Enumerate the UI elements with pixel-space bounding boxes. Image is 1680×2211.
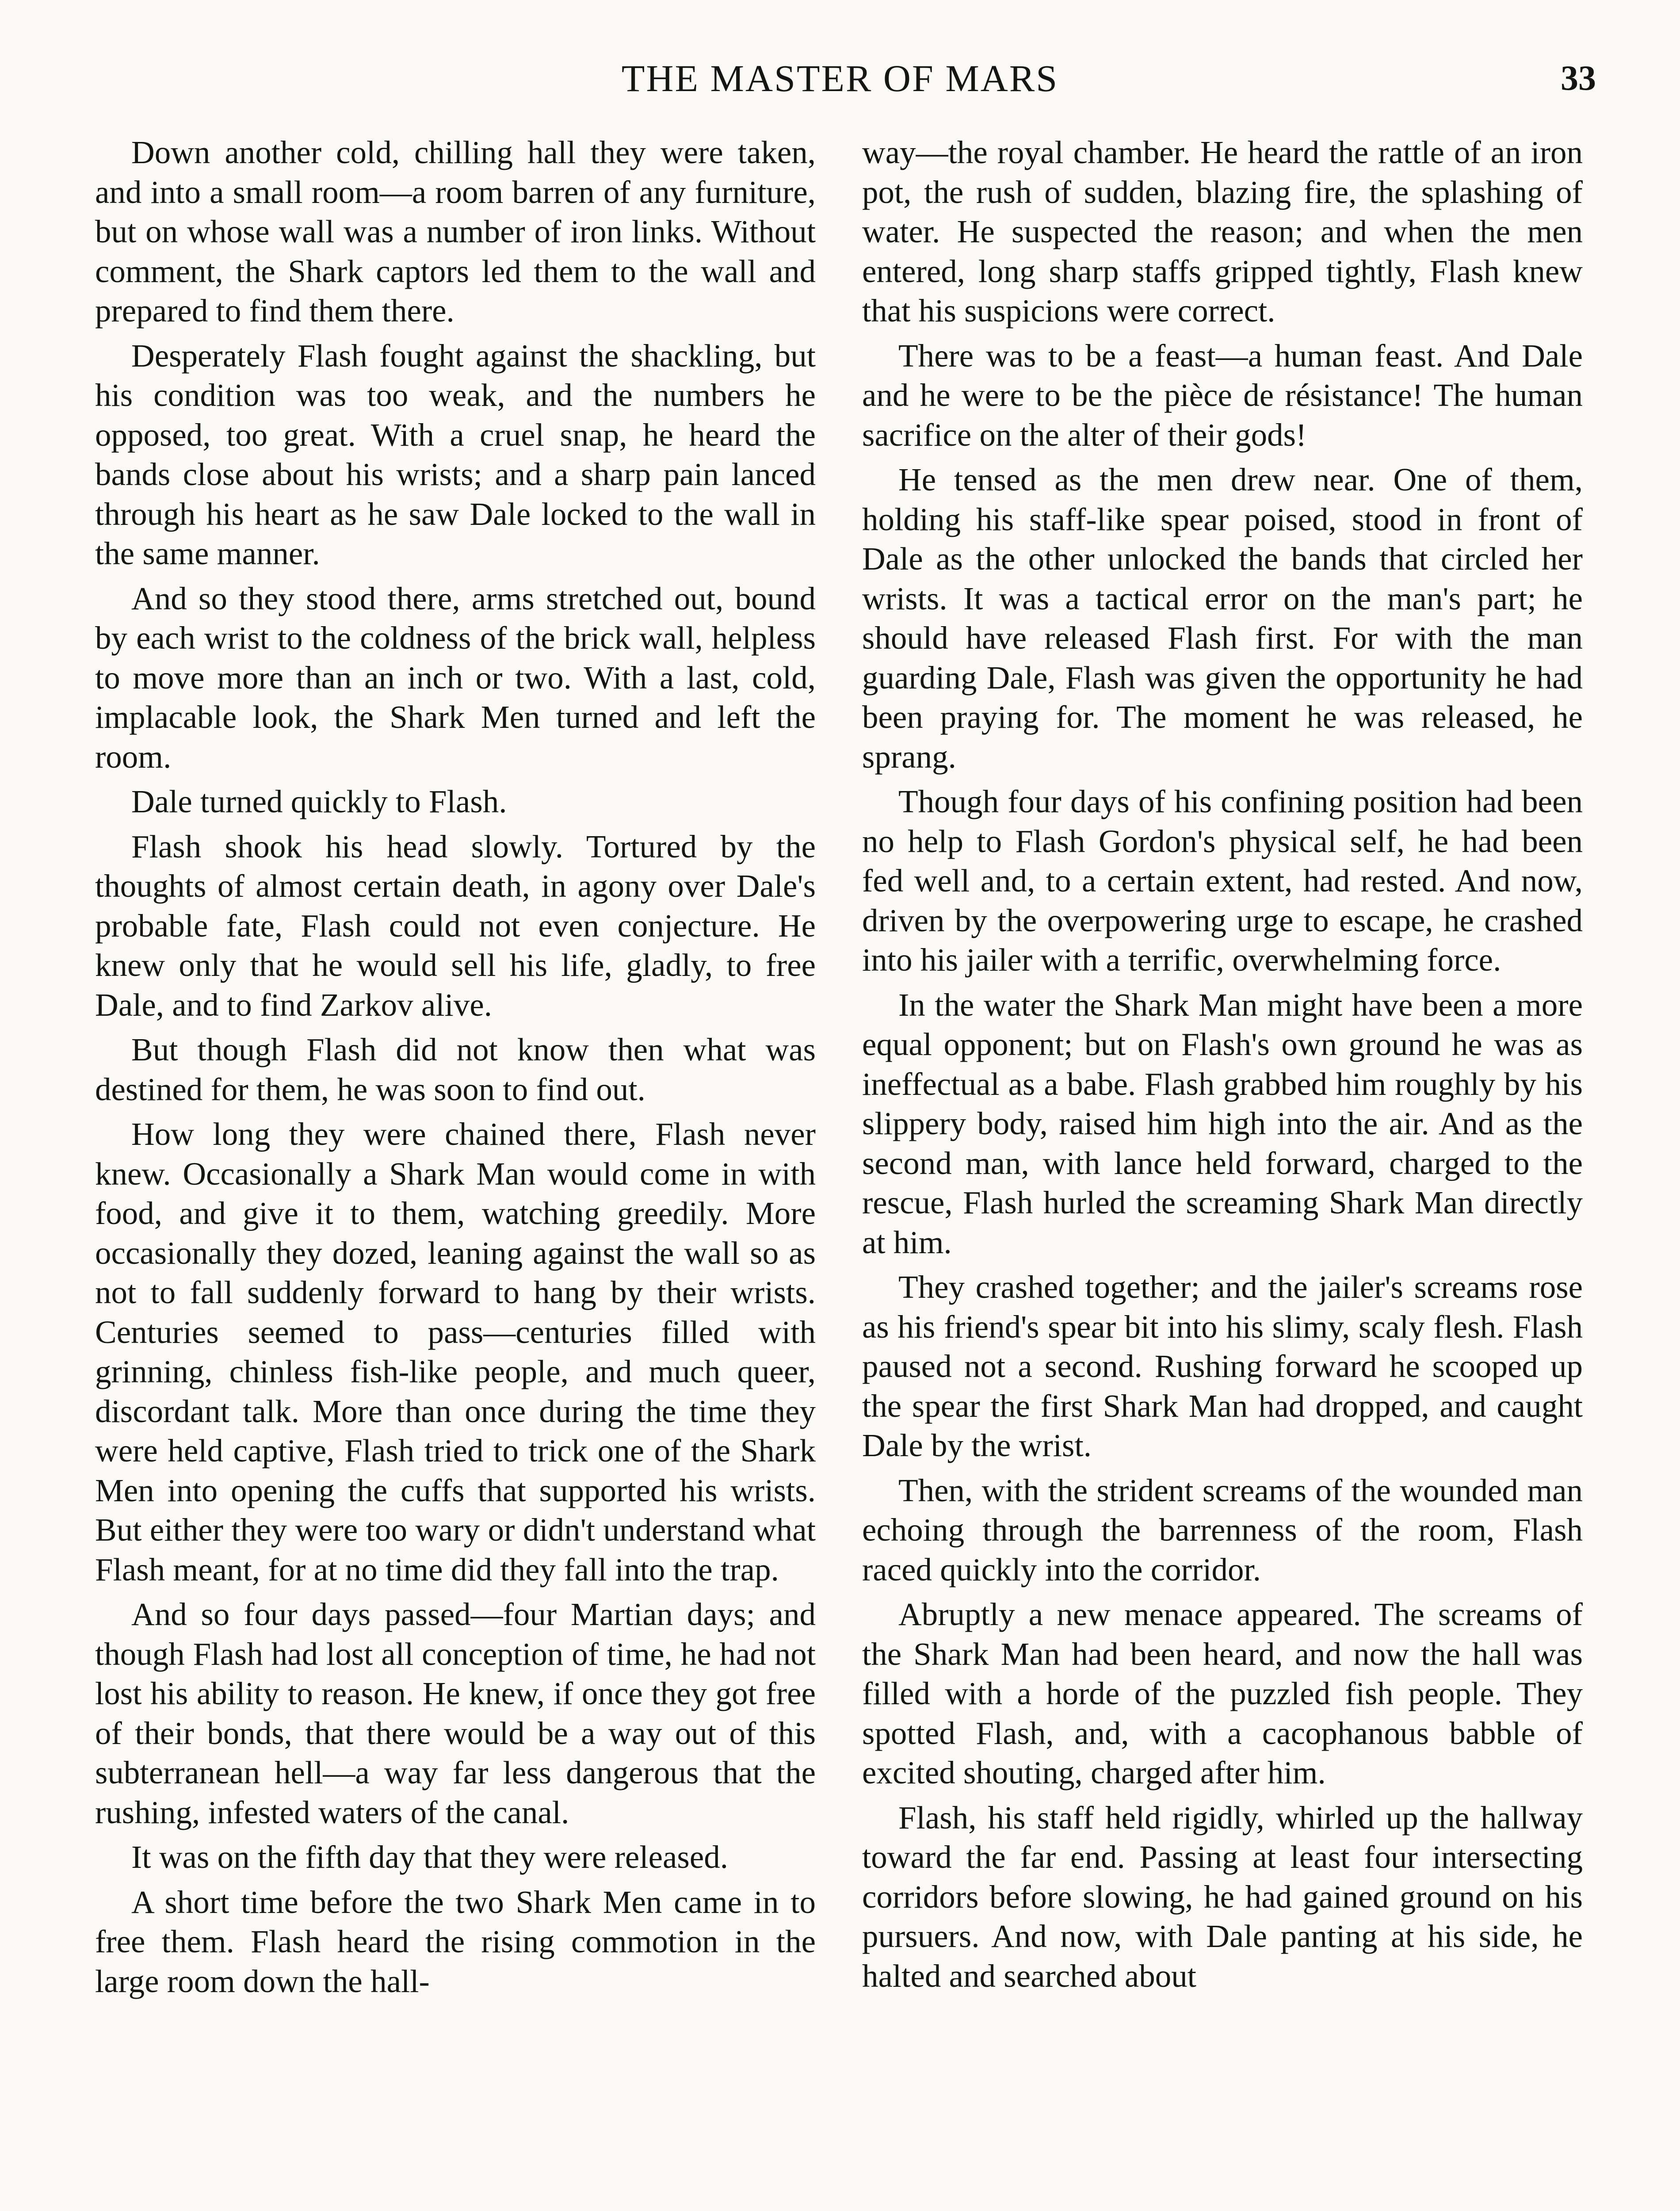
paragraph: Desperately Flash fought against the shackling, but his condition was too weak, and the numbers he opposed, too great. With a cruel snap, he heard the bands close about his wrists; and a sharp pain lanced through his heart as he saw Dale locked to the wall in the same manner. [95,337,816,571]
paragraph: Down another cold, chilling hall they were taken, and into a small room—a room barren of any furniture, but on whose wall was a number of iron links. Without comment, the Shark captors led them to the wall and prepared to find them there. [95,134,816,329]
paragraph: How long they were chained there, Flash never knew. Occasionally a Shark Man would come in with food, and give it to them, watching greedily. More occasionally they dozed, leaning against the wall so as not to fall suddenly forward to hang by their wrists. Centuries seemed to pass—centuries filled with grinning, chinless fish-like people, and much queer, discordant talk. More than once during the time they were held captive, Flash tried to trick one of the Shark Men into opening the cuffs that supported his wrists. But either they were too wary or didn't understand what Flash meant, for at no time did they fall into the trap. [95,1116,816,1587]
page-number: 33 [1561,59,1596,98]
right-column [862,133,1583,2001]
running-title: THE MASTER OF MARS [621,57,1059,99]
paragraph: But though Flash did not know then what was destined for them, he was soon to find out. [95,1032,816,1107]
page-header [0,50,1680,107]
paragraph: It was on the fifth day that they were released. [131,1839,728,1875]
paragraph: And so four days passed—four Martian days; and though Flash had lost all conception of time, he had not lost his ability to reason. He knew, if once they got free of their bonds, that there would be a way out of this subterranean hell—a way far less dangerous that the rushing, infested waters of the canal. [95,1596,816,1830]
paragraph: Abruptly a new menace appeared. The screams of the Shark Man had been heard, and now the hall was filled with a horde of the puzzled fish people. They spotted Flash, and, with a cacophanous babble of excited shouting, charged after him. [862,1596,1583,1790]
paragraph: Dale turned quickly to Flash. [131,784,507,819]
continued-paragraph: way—the royal chamber. He heard the rattle of an iron pot, the rush of sudden, blazing fire, the splashing of water. He suspected the reason; and when the men entered, long sharp staffs gripped tightly, Flash knew that his suspicions were correct. [862,134,1583,329]
paragraph: In the water the Shark Man might have been a more equal opponent; but on Flash's own ground he was as ineffectual as a babe. Flash grabbed him roughly by his slippery body, raised him high into the air. And as the second man, with lance held forward, charged to the rescue, Flash hurled the screaming Shark Man directly at him. [862,987,1583,1260]
paragraph: There was to be a feast—a human feast. And Dale and he were to be the pièce de résistance! The human sacrifice on the alter of their gods! [862,337,1583,453]
paragraph: A short time before the two Shark Men came in to free them. Flash heard the rising commotion in the large room down the hall- [95,1884,816,1999]
paragraph: Flash, his staff held rigidly, whirled up the hallway toward the far end. Passing at least four intersecting corridors before slowing, he had gained ground on his pursuers. And now, with Dale panting at his side, he halted and searched about [862,1799,1583,1994]
paragraph: Then, with the strident screams of the wounded man echoing through the barrenness of the room, Flash raced quickly into the corridor. [862,1472,1583,1587]
paragraph: Though four days of his confining position had been no help to Flash Gordon's physical self, he had been fed well and, to a certain extent, had rested. And now, driven by the overpowering urge to escape, he crashed into his jailer with a terrific, overwhelming force. [862,784,1583,978]
paragraph: Flash shook his head slowly. Tortured by the thoughts of almost certain death, in agony over Dale's probable fate, Flash could not even conjecture. He knew only that he would sell his life, gladly, to free Dale, and to find Zarkov alive. [95,828,816,1023]
left-column [95,133,816,2006]
paragraph: And so they stood there, arms stretched out, bound by each wrist to the coldness of the brick wall, helpless to move more than an inch or two. With a last, cold, implacable look, the Shark Men turned and left the room. [95,580,816,775]
paragraph: They crashed together; and the jailer's screams rose as his friend's spear bit into his slimy, scaly flesh. Flash paused not a second. Rushing forward he scooped up the spear the first Shark Man had dropped, and caught Dale by the wrist. [862,1269,1583,1463]
paragraph: He tensed as the men drew near. One of them, holding his staff-like spear poised, stood in front of Dale as the other unlocked the bands that circled her wrists. It was a tactical error on the man's part; he should have released Flash first. For with the man guarding Dale, Flash was given the opportunity he had been praying for. The moment he was released, he sprang. [862,462,1583,775]
